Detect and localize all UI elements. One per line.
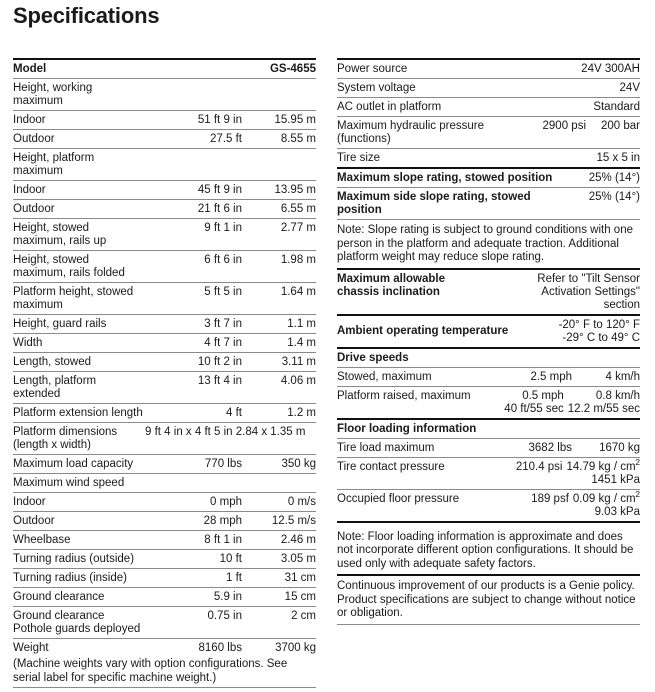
spec-value-imperial: 0.5 mph 40 ft/55 sec	[504, 389, 564, 415]
spec-value-metric: 2.77 m	[280, 222, 316, 234]
spec-value-metric: 2 cm	[291, 610, 316, 622]
spec-value-imperial: 189 psf	[531, 492, 569, 505]
spec-value-imperial: 4 ft 7 in	[204, 337, 242, 349]
spec-value-imperial: 51 ft 9 in	[197, 114, 242, 126]
spec-row	[13, 531, 316, 550]
spec-value-imperial: 2.5 mph	[530, 370, 572, 383]
spec-label: Maximum slope rating, stowed position	[337, 172, 553, 184]
spec-label-sub: (length x width)	[13, 439, 91, 451]
spec-value-metric: 3.05 m	[280, 553, 316, 565]
spec-value-imperial: 1 ft	[226, 572, 242, 584]
floor-note: Note: Floor loading information is approximate and does not incorporate different option configurations. It should be used only with adequate safety factors.	[337, 527, 640, 577]
spec-value-metric: 31 cm	[284, 572, 316, 584]
spec-value-metric: 12.5 m/s	[271, 515, 316, 527]
spec-value-metric: 0.8 km/h 12.2 m/55 sec	[567, 389, 640, 415]
spec-value-imperial: 8160 lbs	[198, 642, 242, 654]
spec-value-metric: 0.09 kg / $cm^2$ 9.03 kPa	[572, 489, 640, 518]
spec-value-imperial: 10 ft 2 in	[197, 356, 242, 368]
spec-label: Outdoor	[13, 515, 55, 527]
spec-value-imperial: 28 mph	[203, 515, 242, 527]
spec-row	[13, 200, 316, 219]
spec-value-imperial: 0.75 in	[207, 610, 242, 622]
spec-value-metric: 3.11 m	[281, 356, 316, 368]
spec-label: Height, stowed maximum, rails up	[13, 222, 107, 247]
spec-label: Length, stowed	[13, 356, 92, 368]
spec-value-metric: 1670 kg	[599, 441, 640, 454]
spec-label: Height, working maximum	[13, 82, 93, 107]
spec-row-tire-contact-pressure	[337, 458, 640, 490]
spec-row	[13, 353, 316, 372]
spec-row-ac-outlet	[337, 98, 640, 117]
spec-label-main: Ground clearance	[13, 610, 105, 622]
spec-row	[13, 111, 316, 130]
spec-value: 9 ft 4 in x 4 ft 5 in 2.84 x 1.35 m	[145, 426, 306, 438]
spec-row	[13, 512, 316, 531]
temp-celsius: -29° C to 49° C	[562, 331, 640, 344]
spec-label: AC outlet in platform	[337, 101, 442, 113]
right-spec-table	[337, 58, 640, 625]
spec-value-imperial: 210.4 psi	[515, 460, 563, 473]
spec-label: Tire contact pressure	[337, 460, 445, 473]
spec-value-metric: 1.2 m	[287, 407, 316, 419]
spec-value-imperial: 4 ft	[226, 407, 242, 419]
spec-label: Width	[13, 337, 43, 349]
spec-value-metric: 4.06 m	[280, 375, 316, 387]
spec-value-metric: 15.95 m	[274, 114, 316, 126]
spec-label: Ground clearance	[13, 591, 105, 603]
spec-value-imperial: 6 ft 6 in	[204, 254, 242, 266]
spec-label: Platform raised, maximum	[337, 389, 471, 402]
spec-value: Standard	[593, 101, 640, 113]
spec-value-metric: 6.55 m	[280, 203, 316, 215]
spec-row-ambient-temperature	[337, 316, 640, 349]
spec-label: Platform extension length	[13, 407, 143, 419]
spec-row	[13, 219, 316, 251]
spec-value-imperial: 3682 lbs	[528, 441, 572, 454]
drive-speeds-heading: Drive speeds	[337, 349, 640, 368]
spec-row	[13, 404, 316, 423]
spec-value: 24V 300AH	[581, 63, 640, 75]
spec-value-imperial: 21 ft 6 in	[197, 203, 242, 215]
spec-value-metric: 14.79 kg / $cm^2$ 1451 kPa	[566, 457, 640, 486]
spec-label: Platform dimensions	[13, 426, 118, 438]
spec-row-power-source	[337, 58, 640, 79]
spec-value-metric: 8.55 m	[280, 133, 316, 145]
spec-value: Refer to "Tilt Sensor Activation Settings" section	[537, 272, 640, 311]
spec-row-side-slope	[337, 188, 640, 220]
spec-label-sub: Pothole guards deployed	[13, 623, 141, 635]
spec-value-imperial: 13 ft 4 in	[197, 375, 242, 387]
spec-value-imperial: 5.9 in	[213, 591, 242, 603]
spec-label: Model	[13, 63, 47, 75]
spec-row	[13, 372, 316, 404]
spec-value-imperial: 770 lbs	[204, 458, 242, 470]
spec-row-tire-load	[337, 439, 640, 458]
spec-label: Height, stowed maximum, rails folded	[13, 254, 125, 279]
spec-row	[13, 181, 316, 200]
spec-row	[13, 334, 316, 353]
spec-label: Ambient operating temperature	[337, 324, 509, 337]
spec-value-imperial: 0 mph	[210, 496, 242, 508]
spec-value	[559, 319, 640, 345]
spec-row-tire-size	[337, 149, 640, 169]
slope-note: Note: Slope rating is subject to ground conditions with one person in the platform and adequate traction. Additional platform weight may reduce slope rating.	[337, 220, 640, 270]
spec-value: 25% (14°)	[588, 172, 640, 184]
spec-row	[13, 130, 316, 149]
spec-value-metric: 3700 kg	[275, 642, 316, 654]
spec-value-metric: 1.4 m	[287, 337, 316, 349]
spec-value: 24V	[619, 82, 640, 94]
spec-label: Platform height, stowed maximum	[13, 286, 134, 311]
spec-label: Occupied floor pressure	[337, 492, 460, 505]
spec-row	[13, 455, 316, 474]
spec-row	[13, 283, 316, 315]
spec-label: Maximum hydraulic pressure (functions)	[337, 120, 484, 145]
temp-fahrenheit: -20° F to 120° F	[558, 318, 640, 331]
spec-label: Indoor	[13, 496, 46, 508]
spec-row-stowed-speed	[337, 368, 640, 387]
spec-value-imperial: 27.5 ft	[210, 133, 242, 145]
spec-label	[13, 610, 149, 636]
spec-label: Outdoor	[13, 133, 55, 145]
spec-row-raised-speed	[337, 387, 640, 420]
spec-row	[13, 569, 316, 588]
spec-label: Maximum wind speed	[13, 477, 125, 489]
spec-label: Length, platform extended	[13, 375, 97, 400]
spec-label: Height, guard rails	[13, 318, 107, 330]
spec-label: Indoor	[13, 114, 46, 126]
page-title: Specifications	[13, 3, 160, 28]
spec-value-metric: 13.95 m	[274, 184, 316, 196]
spec-value: 15 x 5 in	[596, 152, 640, 164]
spec-row	[13, 474, 316, 493]
spec-label: System voltage	[337, 82, 416, 94]
spec-label: Tire size	[337, 152, 381, 164]
spec-value-metric: 200 bar	[600, 120, 640, 132]
spec-label: Outdoor	[13, 203, 55, 215]
spec-row-chassis-inclination	[337, 270, 640, 316]
spec-row-system-voltage	[337, 79, 640, 98]
spec-value-metric: GS-4655	[269, 63, 316, 75]
spec-row	[13, 58, 316, 79]
spec-value-imperial: 2900 psi	[542, 120, 586, 132]
spec-row-platform-dimensions	[13, 423, 316, 455]
spec-value-metric: 0 m/s	[287, 496, 316, 508]
floor-loading-heading: Floor loading information	[337, 420, 640, 439]
spec-row	[13, 550, 316, 569]
spec-row	[13, 588, 316, 607]
spec-label: Wheelbase	[13, 534, 71, 546]
continuous-improvement-note: Continuous improvement of our products is a Genie policy. Product specifications are subject to change without notice or obligation.	[337, 576, 640, 625]
spec-label: Tire load maximum	[337, 441, 435, 454]
spec-value-metric: 350 kg	[281, 458, 316, 470]
spec-row-hydraulic-pressure	[337, 117, 640, 149]
spec-row-weight	[13, 639, 316, 657]
spec-row-slope	[337, 169, 640, 188]
spec-row	[13, 493, 316, 512]
spec-value-metric: 4 km/h	[605, 370, 640, 383]
spec-value-metric: 2.46 m	[280, 534, 316, 546]
spec-label: Stowed, maximum	[337, 370, 432, 383]
spec-label: Maximum allowable chassis inclination	[337, 272, 446, 298]
spec-value-imperial: 5 ft 5 in	[204, 286, 242, 298]
spec-row	[13, 79, 316, 111]
spec-label: Height, platform maximum	[13, 152, 95, 177]
spec-value-imperial: 45 ft 9 in	[197, 184, 242, 196]
spec-label: Indoor	[13, 184, 46, 196]
spec-label: Weight	[13, 642, 49, 654]
spec-label: Turning radius (outside)	[13, 553, 135, 565]
spec-row-occupied-floor-pressure	[337, 490, 640, 523]
spec-value-imperial: 3 ft 7 in	[204, 318, 242, 330]
spec-label: Turning radius (inside)	[13, 572, 127, 584]
spec-label: Maximum side slope rating, stowed position	[337, 191, 531, 216]
spec-label: Power source	[337, 63, 408, 75]
spec-row	[13, 251, 316, 283]
left-spec-table	[13, 58, 316, 688]
spec-row-ground-clearance-pothole	[13, 607, 316, 639]
spec-value-imperial: 9 ft 1 in	[204, 222, 242, 234]
spec-value: 25% (14°)	[588, 191, 640, 203]
spec-value-metric: 15 cm	[284, 591, 316, 603]
spec-value-metric: 1.64 m	[280, 286, 316, 298]
weight-note: (Machine weights vary with option configurations. See serial label for specific machine weight.)	[13, 657, 316, 688]
spec-label: Maximum load capacity	[13, 458, 134, 470]
spec-value-imperial: 10 ft	[219, 553, 242, 565]
spec-value-metric: 1.1 m	[287, 318, 316, 330]
spec-value-metric: 1.98 m	[280, 254, 316, 266]
spec-row	[13, 149, 316, 181]
spec-row	[13, 315, 316, 334]
spec-value-imperial: 8 ft 1 in	[204, 534, 242, 546]
